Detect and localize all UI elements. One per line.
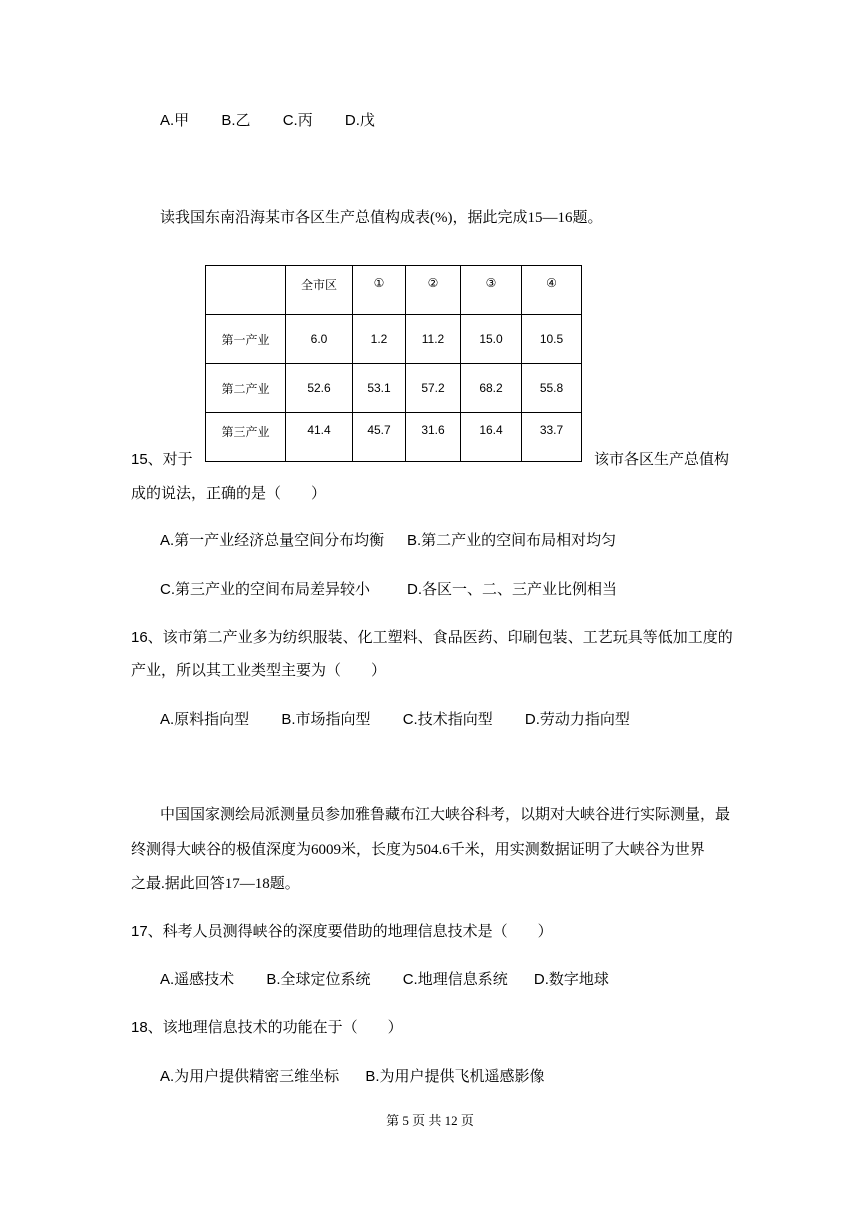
table-header-row [206, 266, 582, 315]
table-cell: 第二产业 [206, 364, 286, 413]
q14-option-c: C.丙 [282, 112, 313, 129]
table-cell: 52.6 [286, 364, 353, 413]
table-cell: 11.2 [406, 315, 461, 364]
q14-option-d: D.戊 [344, 112, 375, 129]
q16-option-a: A.原料指向型 [160, 711, 250, 728]
table-cell: 15.0 [461, 315, 522, 364]
q18-option-b: B.为用户提供飞机遥感影像 [365, 1068, 545, 1085]
intro-17-18-line1: 中国国家测绘局派测量员参加雅鲁藏布江大峡谷科考，以期对大峡谷进行实际测量，最 [160, 807, 731, 823]
table-cell: 第三产业 [206, 413, 286, 462]
q15-line2: 成的说法，正确的是（ ） [131, 485, 327, 502]
q18-option-a: A.为用户提供精密三维坐标 [160, 1068, 340, 1085]
table-cell: 55.8 [522, 364, 582, 413]
table-cell: 68.2 [461, 364, 522, 413]
q17-text: 17、科考人员测得峡谷的深度要借助的地理信息技术是（ ） [131, 923, 553, 940]
q17-option-a: A.遥感技术 [160, 971, 235, 988]
table-cell: 6.0 [286, 315, 353, 364]
intro-17-18-line2: 终测得大峡谷的极值深度为6009米，长度为504.6千米，用实测数据证明了大峡谷为世界 [131, 842, 705, 858]
q15-option-c: C.第三产业的空间布局差异较小 [160, 581, 371, 598]
q18-text: 18、该地理信息技术的功能在于（ ） [131, 1019, 403, 1036]
table-cell: 45.7 [353, 413, 406, 462]
q16-line1: 16、该市第二产业多为纺织服装、化工塑料、食品医药、印刷包装、工艺玩具等低加工度的 [131, 629, 733, 646]
q16-option-c: C.技术指向型 [402, 711, 493, 728]
table-cell: 1.2 [353, 315, 406, 364]
table-cell: ① [353, 266, 406, 315]
q15-suffix: 该市各区生产总值构 [594, 451, 730, 468]
q17-option-b: B.全球定位系统 [266, 971, 371, 988]
q14-option-b: B.乙 [221, 112, 251, 129]
q14-option-a: A.甲 [160, 112, 190, 129]
table-cell: 10.5 [522, 315, 582, 364]
table-cell: 全市区 [286, 266, 353, 315]
q15-prefix: 15、对于 [131, 451, 193, 468]
q16-option-b: B.市场指向型 [281, 711, 371, 728]
q16-line2: 产业，所以其工业类型主要为（ ） [131, 662, 387, 679]
intro-15-16: 读我国东南沿海某市各区生产总值构成表(%)，据此完成15—16题。 [160, 210, 603, 226]
table-row [206, 364, 582, 413]
q16-option-d: D.劳动力指向型 [524, 711, 630, 728]
table-cell: 第一产业 [206, 315, 286, 364]
table-row [206, 315, 582, 364]
table-row [206, 413, 582, 462]
table-cell: ③ [461, 266, 522, 315]
table-cell: ④ [522, 266, 582, 315]
q15-option-b: B.第二产业的空间布局相对均匀 [407, 532, 617, 549]
table-cell: ② [406, 266, 461, 315]
q17-option-c: C.地理信息系统 [402, 971, 508, 988]
q15-option-d: D.各区一、二、三产业比例相当 [407, 581, 618, 598]
q17-options [160, 970, 609, 990]
table-cell: 41.4 [286, 413, 353, 462]
table-cell: 16.4 [461, 413, 522, 462]
q14-options [160, 111, 375, 131]
table-cell [206, 266, 286, 315]
table-cell: 53.1 [353, 364, 406, 413]
q18-options [160, 1067, 545, 1087]
table-cell: 33.7 [522, 413, 582, 462]
q16-options [160, 710, 630, 730]
table-cell: 31.6 [406, 413, 461, 462]
intro-17-18-line3: 之最.据此回答17—18题。 [131, 876, 300, 892]
table-cell: 57.2 [406, 364, 461, 413]
q15-option-a: A.第一产业经济总量空间分布均衡 [160, 532, 385, 549]
q17-option-d: D.数字地球 [533, 971, 609, 988]
gdp-structure-table [205, 265, 582, 462]
page-footer: 第 5 页 共 12 页 [386, 1113, 474, 1128]
